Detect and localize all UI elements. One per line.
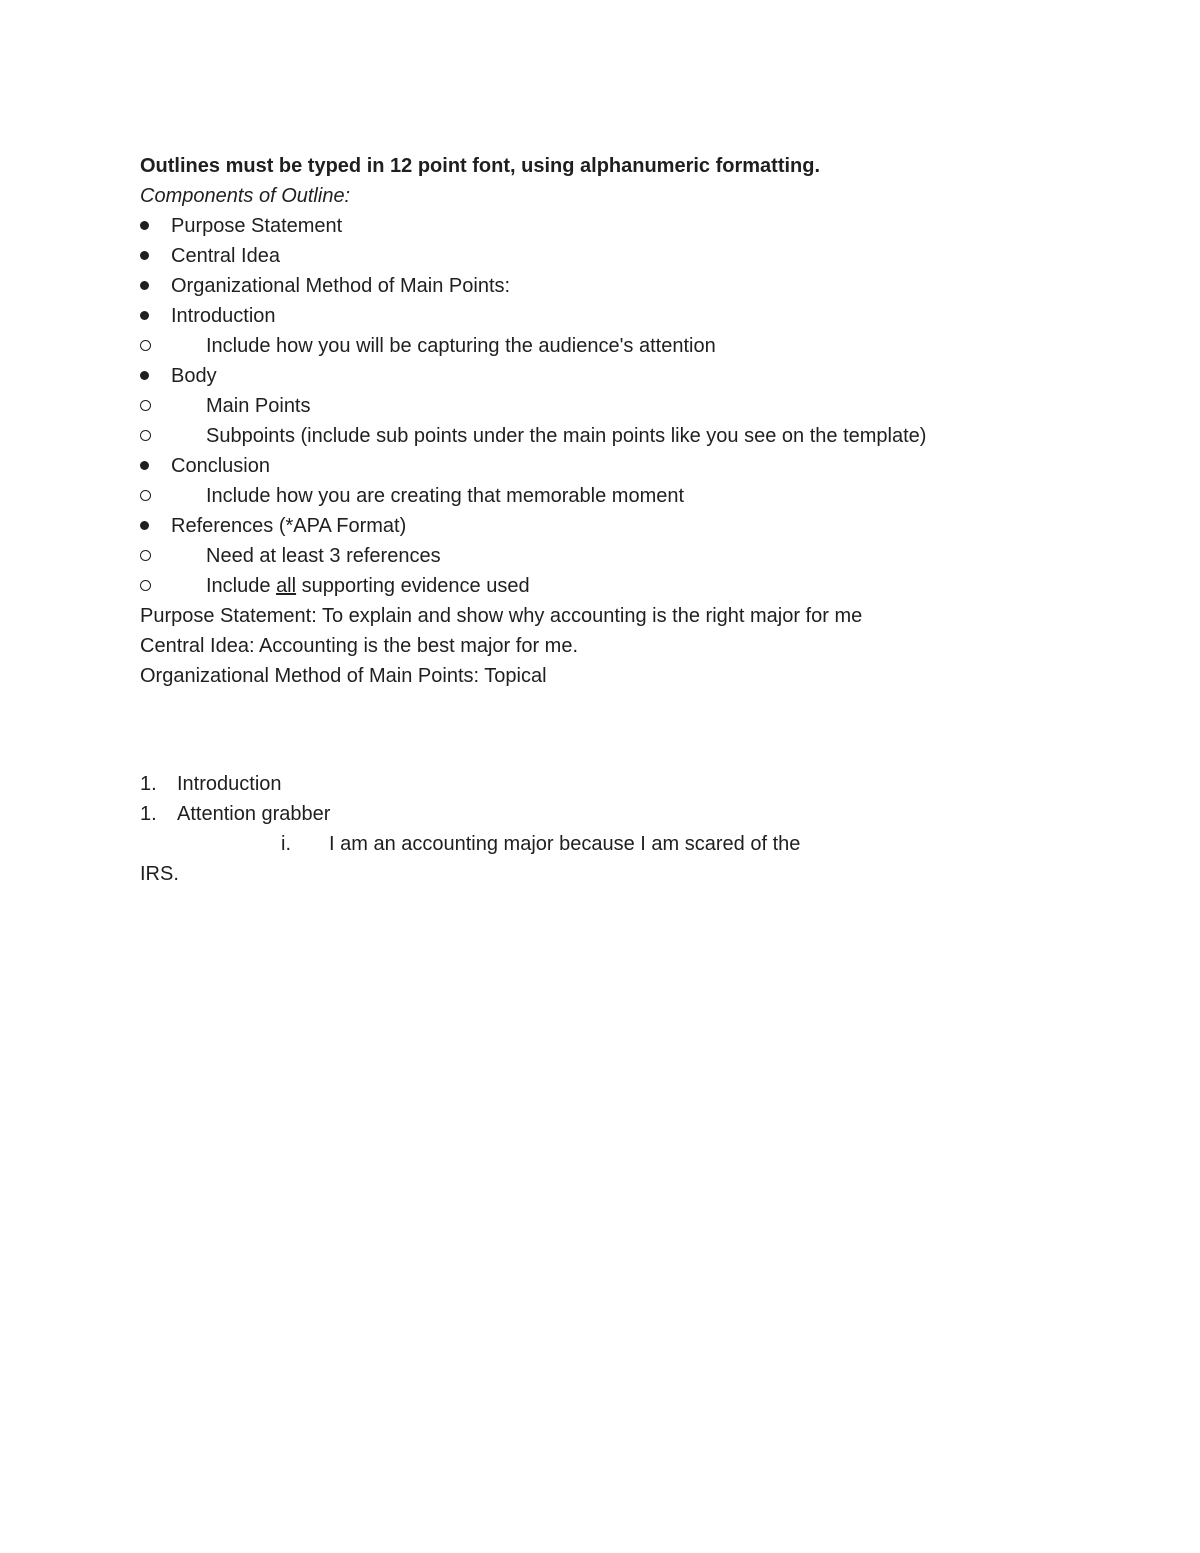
filled-bullet-icon	[140, 241, 171, 271]
sub-bullet-item-supporting-evidence	[140, 571, 1058, 601]
bullet-text: Introduction	[171, 305, 276, 327]
list-text-wrap: IRS.	[140, 863, 179, 885]
hollow-bullet-icon	[140, 391, 206, 421]
sub-bullet-item-memorable-moment	[140, 481, 1058, 511]
hollow-bullet-icon	[140, 571, 206, 601]
bullet-text: Main Points	[206, 395, 311, 417]
bullet-item-body	[140, 361, 1058, 391]
list-number: i.	[281, 833, 291, 855]
bullet-item-central-idea	[140, 241, 1058, 271]
filled-bullet-icon	[140, 301, 171, 331]
document-heading: Outlines must be typed in 12 point font, using alphanumeric formatting.	[140, 155, 821, 177]
bullet-item-purpose-statement	[140, 211, 1058, 241]
underlined-word: all	[276, 575, 297, 597]
bullet-text: Conclusion	[171, 455, 270, 477]
list-text: Introduction	[177, 773, 282, 795]
bullet-item-introduction	[140, 301, 1058, 331]
list-number: 1.	[140, 773, 157, 795]
outline-item-attention-grabber	[140, 799, 1058, 829]
filled-bullet-icon	[140, 361, 171, 391]
bullet-text: Include how you are creating that memorable moment	[206, 485, 685, 507]
organizational-method-line: Organizational Method of Main Points: Topical	[140, 665, 547, 687]
filled-bullet-icon	[140, 211, 171, 241]
hollow-bullet-icon	[140, 421, 206, 451]
list-text: I am an accounting major because I am scared of the	[329, 833, 801, 855]
purpose-statement-line: Purpose Statement: To explain and show why accounting is the right major for me	[140, 605, 863, 627]
hollow-bullet-icon	[140, 541, 206, 571]
filled-bullet-icon	[140, 451, 171, 481]
bullet-text: Central Idea	[171, 245, 280, 267]
document-subheading: Components of Outline:	[140, 185, 351, 207]
outline-item-introduction	[140, 769, 1058, 799]
sub-bullet-item-subpoints	[140, 421, 1058, 451]
bullet-item-organizational-method	[140, 271, 1058, 301]
bullet-text: Purpose Statement	[171, 215, 343, 237]
sub-bullet-item-main-points	[140, 391, 1058, 421]
hollow-bullet-icon	[140, 481, 206, 511]
sub-bullet-item-attention	[140, 331, 1058, 361]
bullet-text: Body	[171, 365, 217, 387]
outline-numbered-section	[140, 769, 1058, 889]
central-idea-line: Central Idea: Accounting is the best major for me.	[140, 635, 578, 657]
hollow-bullet-icon	[140, 331, 206, 361]
bullet-text: Include all supporting evidence used	[206, 575, 530, 597]
bullet-text: References (*APA Format)	[171, 515, 407, 537]
bullet-text: Include how you will be capturing the audience's attention	[206, 335, 716, 357]
filled-bullet-icon	[140, 511, 171, 541]
sub-bullet-item-three-references	[140, 541, 1058, 571]
bullet-item-references	[140, 511, 1058, 541]
bullet-text: Need at least 3 references	[206, 545, 441, 567]
document-content	[140, 151, 1058, 889]
list-number: 1.	[140, 803, 157, 825]
outline-item-accounting-major	[140, 829, 1058, 889]
bullet-item-conclusion	[140, 451, 1058, 481]
list-text: Attention grabber	[177, 803, 331, 825]
bullet-text: Subpoints (include sub points under the main points like you see on the template)	[206, 425, 927, 447]
bullet-text: Organizational Method of Main Points:	[171, 275, 511, 297]
filled-bullet-icon	[140, 271, 171, 301]
